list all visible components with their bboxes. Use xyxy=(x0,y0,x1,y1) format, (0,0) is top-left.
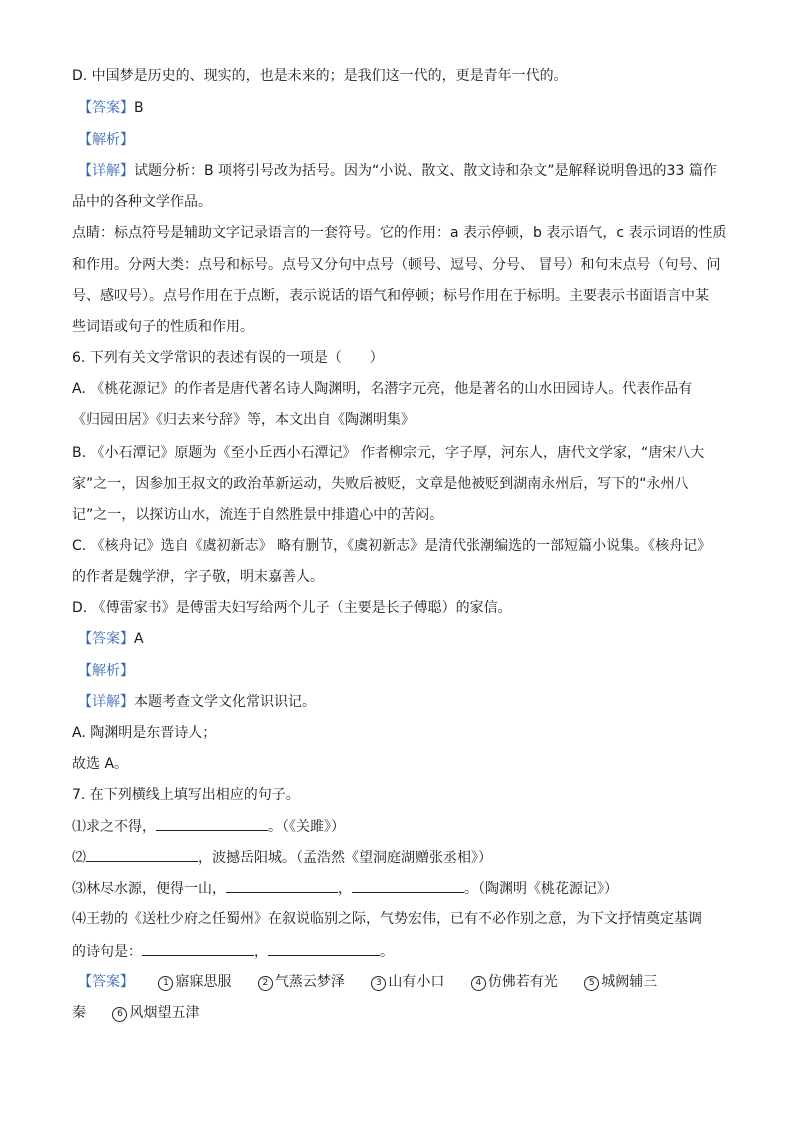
fill-blank[interactable] xyxy=(268,941,380,956)
detail-text: 试题分析：B 项将引号改为括号。因为“小说、散文、散文诗和杂文”是解释说明鲁迅的33 篇作 xyxy=(134,163,717,179)
analysis-line-q5 xyxy=(78,130,134,150)
answer-item-text: 城阙辅三 xyxy=(601,974,658,990)
answer-item-5 xyxy=(584,972,657,992)
answer-item-3 xyxy=(371,972,444,992)
question-7-text: 7. 在下列横线上填写出相应的句子。 xyxy=(72,787,300,803)
q7-item-3 xyxy=(72,878,618,899)
q6-analysis-line-2 xyxy=(72,754,128,774)
q7-item-3-prefix: ⑶林尽水源，便得一山， xyxy=(72,881,226,897)
q6-option-c-text-1: C. 《核舟记》选自《虞初新志》 略有删节，《虞初新志》是清代张潮编选的一部短篇小说集。《核舟记》 xyxy=(72,538,712,554)
answer-item-text: 山有小口 xyxy=(388,974,445,990)
q6-option-b-1 xyxy=(72,443,704,463)
answer-item-4 xyxy=(471,972,558,992)
q6-option-c-text-2: 的作者是魏学洢，字子敬，明末嘉善人。 xyxy=(72,569,324,585)
answer-item-text: 气蒸云梦泽 xyxy=(274,974,345,990)
detail-line-q5 xyxy=(78,161,717,181)
q6-option-b-text-2: 家”之一，因参加王叔文的政治革新运动，失败后被贬，文章是他被贬到湖南永州后，写下的“永州八 xyxy=(72,476,689,492)
answer-item-1 xyxy=(158,972,231,992)
question-6-text: 6. 下列有关文学常识的表述有误的一项是（ ） xyxy=(72,350,384,366)
q6-option-a-text-1: A. 《桃花源记》的作者是唐代著名诗人陶渊明，名潜字元亮，他是著名的山水田园诗人。代表作品有 xyxy=(72,381,693,397)
answer-line-q5 xyxy=(78,98,144,118)
note-line-1 xyxy=(72,223,727,243)
answer-value: B xyxy=(134,100,144,116)
q6-option-d-text: D. 《傅雷家书》是傅雷夫妇写给两个儿子（主要是长子傅聪）的家信。 xyxy=(72,600,512,616)
note-text-2: 和作用。分两大类：点号和标号。点号又分句中点号（顿号、逗号、分号、 冒号）和句末点号（句号、问 xyxy=(72,257,721,273)
q6-option-b-text-1: B. 《小石潭记》原题为《至小丘西小石潭记》 作者柳宗元，字子厚，河东人，唐代文学家，“唐宋八大 xyxy=(72,445,705,461)
q6-option-a-2 xyxy=(72,410,415,430)
q6-analysis-text-1: A. 陶渊明是东晋诗人； xyxy=(72,725,217,741)
q7-item-2-prefix: ⑵ xyxy=(72,850,86,866)
fill-blank[interactable] xyxy=(226,878,338,893)
answer-line-q7-cont xyxy=(72,1003,199,1023)
q7-item-2-suffix: ，波撼岳阳城。（孟浩然《望洞庭湖赠张丞相》） xyxy=(198,850,492,866)
circled-number: 3 xyxy=(371,976,386,991)
note-text-4: 些词语或句子的性质和作用。 xyxy=(72,319,254,335)
question-7-stem xyxy=(72,785,300,805)
option-d-q5 xyxy=(72,66,568,86)
q6-option-d xyxy=(72,598,512,618)
q7-item-1-suffix: 。（《关雎》） xyxy=(268,819,345,835)
q7-item-2 xyxy=(72,847,492,868)
circled-number: 5 xyxy=(584,976,599,991)
detail-text-cont xyxy=(72,192,212,212)
answer-value: A xyxy=(134,631,144,647)
answer-line-q6 xyxy=(78,629,144,649)
q7-item-4-comma: ， xyxy=(254,944,268,960)
answer-item-6 xyxy=(112,1003,199,1023)
fill-blank[interactable] xyxy=(156,816,268,831)
fill-blank[interactable] xyxy=(86,847,198,862)
note-text-1: 点睛：标点符号是辅助文字记录语言的一套符号。它的作用：a 表示停顿，b 表示语气，c 表示词语的性质 xyxy=(72,225,727,241)
q6-option-a-text-2: 《归园田居》《归去来兮辞》等，本文出自《陶渊明集》 xyxy=(72,412,415,428)
fill-blank[interactable] xyxy=(142,941,254,956)
q6-option-b-3 xyxy=(72,505,443,525)
q7-item-3-comma: ， xyxy=(338,881,352,897)
circled-number: 2 xyxy=(258,976,273,991)
q6-option-a-1 xyxy=(72,379,692,399)
note-line-3 xyxy=(72,286,709,306)
detail-text: 本题考查文学文化常识识记。 xyxy=(134,694,316,710)
option-text: D. 中国梦是历史的、现实的，也是未来的；是我们这一代的，更是青年一代的。 xyxy=(72,68,568,84)
q7-item-3-suffix: 。（陶渊明《桃花源记》） xyxy=(464,881,618,897)
q7-item-4-text: ⑷王勃的《送杜少府之任蜀州》在叙说临别之际，气势宏伟，已有不必作别之意，为下文抒情奠定基调 xyxy=(72,911,702,927)
answer-item-text: 风烟望五津 xyxy=(129,1005,200,1021)
answer-item-2 xyxy=(258,972,345,992)
fill-blank[interactable] xyxy=(352,878,464,893)
detail-tag: 【详解】 xyxy=(78,163,134,179)
question-6-stem xyxy=(72,348,384,368)
detail-text-2: 品中的各种文学作品。 xyxy=(72,194,212,210)
q7-item-4-suffix: 。 xyxy=(380,944,394,960)
circled-number: 6 xyxy=(112,1007,127,1022)
q6-option-b-2 xyxy=(72,474,689,494)
analysis-tag: 【解析】 xyxy=(78,663,134,679)
circled-number: 1 xyxy=(158,976,173,991)
detail-tag: 【详解】 xyxy=(78,694,134,710)
analysis-tag: 【解析】 xyxy=(78,132,134,148)
q7-item-1 xyxy=(72,816,345,837)
q6-option-c-1 xyxy=(72,536,711,556)
q6-option-b-text-3: 记”之一，以探访山水，流连于自然胜景中排遣心中的苦闷。 xyxy=(72,507,444,523)
answer-tag: 【答案】 xyxy=(78,631,134,647)
q7-item-4-cont xyxy=(72,941,394,962)
answer-item-text: 寤寐思服 xyxy=(175,974,232,990)
q6-analysis-line-1 xyxy=(72,723,216,743)
answer-tag: 【答案】 xyxy=(78,100,134,116)
q6-analysis-text-2: 故选 A。 xyxy=(72,756,129,772)
answer-line-q7 xyxy=(78,972,657,992)
note-text-3: 号、感叹号）。点号作用在于点断，表示说话的语气和停顿；标号作用在于标明。主要表示书面语言中某 xyxy=(72,288,709,304)
note-line-2 xyxy=(72,255,720,275)
note-line-4 xyxy=(72,317,254,337)
q6-option-c-2 xyxy=(72,567,324,587)
answer-item-5-cont: 秦 xyxy=(72,1005,86,1021)
detail-line-q6 xyxy=(78,692,316,712)
q7-item-4-prefix: 的诗句是： xyxy=(72,944,142,960)
answer-item-text: 仿佛若有光 xyxy=(487,974,558,990)
analysis-line-q6 xyxy=(78,661,134,681)
answer-tag: 【答案】 xyxy=(78,974,134,990)
q7-item-1-prefix: ⑴求之不得， xyxy=(72,819,156,835)
circled-number: 4 xyxy=(471,976,486,991)
q7-item-4 xyxy=(72,909,702,929)
